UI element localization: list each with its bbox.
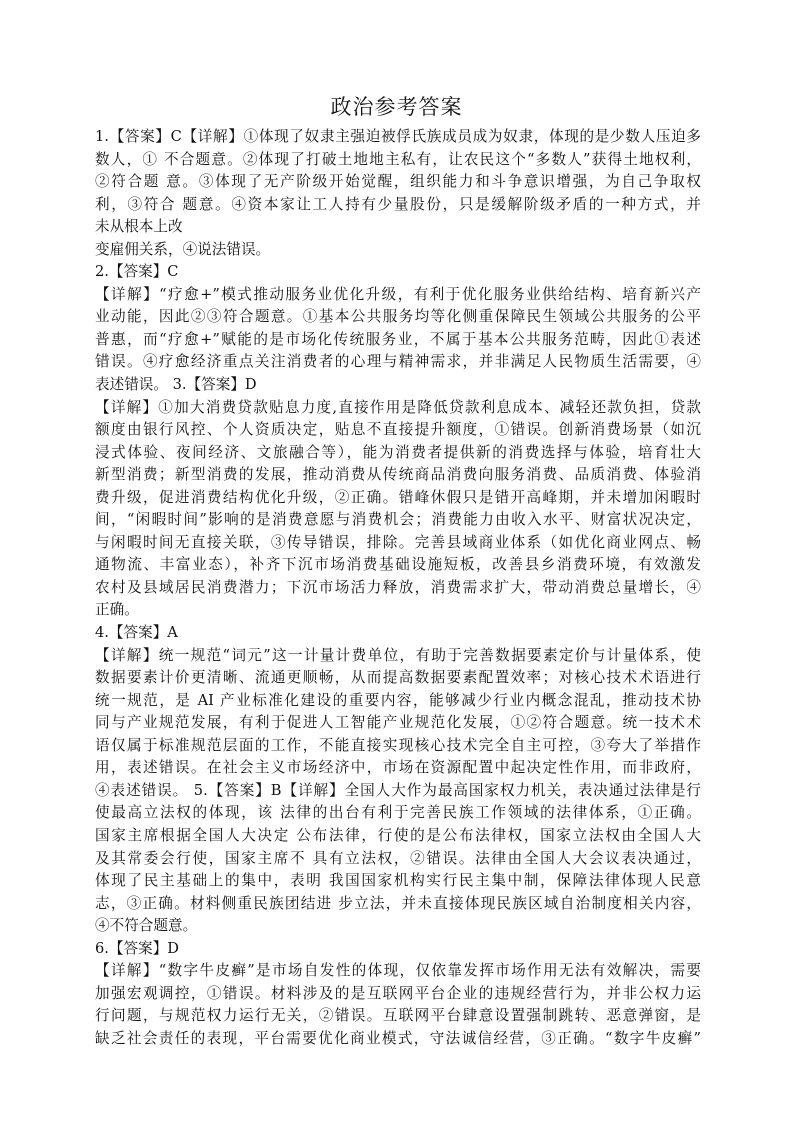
text-line: 变雇佣关系，④说法错误。 <box>95 240 271 258</box>
text-line: 与闲暇时间无直接关联，③传导错误，排除。完善县域商业体系（如优化商业网点、畅 <box>95 533 701 551</box>
text-line: 间，“闲暇时间”影响的是消费意愿与消费机会；消费能力由收入水平、财富状况决定， <box>95 511 701 529</box>
text-line: 使最高立法权的体现，该 法律的出台有利于完善民族工作领域的法律体系，①正确。 <box>95 804 701 822</box>
text-line: 额度由银行风控、个人资质决定，贴息不直接提升额度，①错误。创新消费场景（如沉 <box>95 421 701 439</box>
text-line: 【详解】统一规范“词元”这一计量计费单位，有助于完善数据要素定价与计量体系，使 <box>95 646 701 664</box>
text-line: 数据要素计价更清晰、流通更顺畅，从而提高数据要素配置效率；对核心技术术语进行 <box>95 669 701 687</box>
text-line: 行问题，与规范权力运行无关，②错误。互联网平台肆意设置强制跳转、恶意弹窗，是 <box>95 1007 701 1025</box>
text-line: 浸式体验、夜间经济、文旅融合等），能为消费者提供新的消费选择与体验，培育壮大 <box>95 443 701 461</box>
text-line: 【详解】“疗愈+”模式推动服务业优化升级，有利于优化服务业供给结构、培育新兴产 <box>95 285 701 303</box>
text-line: ②符合题 意。③体现了无产阶级开始觉醒，组织能力和斗争意识增强，为自己争取权 <box>95 173 701 191</box>
text-line: 新型消费；新型消费的发展，推动消费从传统商品消费向服务消费、品质消费、体验消 <box>95 466 701 484</box>
text-line: 4.【答案】A <box>95 624 178 642</box>
text-line: 体现了民主基础上的集中，表明 我国国家机构实行民主集中制，保障法律体现人民意 <box>95 872 701 890</box>
text-line: 利，③符合 题意。④资本家让工人持有少量股份，只是缓解阶级矛盾的一种方式，并 <box>95 195 701 213</box>
text-line: 【详解】“数字牛皮癣”是市场自发性的体现，仅依靠发挥市场作用无法有效解决，需要 <box>95 962 701 980</box>
text-line: 数人，① 不合题意。②体现了打破土地地主私有，让农民这个“多数人”获得土地权利， <box>95 150 701 168</box>
text-line: 2.【答案】C <box>95 263 179 281</box>
text-line: ④表述错误。 5.【答案】B【详解】全国人大作为最高国家权力机关，表决通过法律是行 <box>95 781 701 799</box>
text-line: ④不符合题意。 <box>95 917 198 935</box>
text-line: 错误。④疗愈经济重点关注消费者的心理与精神需求，并非满足人民物质生活需要，④ <box>95 353 701 371</box>
text-line: 业动能，因此②③符合题意。①基本公共服务均等化侧重保障民生领域公共服务的公平 <box>95 308 701 326</box>
text-line: 同与产业规范发展，有利于促进人工智能产业规范化发展，①②符合题意。统一技术术 <box>95 714 701 732</box>
text-line: 统一规范，是 AI 产业标准化建设的重要内容，能够减少行业内概念混乱，推动技术协 <box>95 691 701 709</box>
text-line: 表述错误。 3.【答案】D <box>95 376 257 394</box>
text-line: 1.【答案】C【详解】①体现了奴隶主强迫被俘氏族成员成为奴隶，体现的是少数人压迫多 <box>95 128 701 145</box>
text-line: 国家主席根据全国人大决定 公布法律，行使的是公布法律权，国家立法权由全国人大 <box>95 826 701 844</box>
text-line: 通物流、丰富业态），补齐下沉市场消费基础设施短板，改善县乡消费环境，有效激发 <box>95 556 701 574</box>
text-line: 语仅属于标准规范层面的工作，不能直接实现核心技术完全自主可控，③夸大了举措作 <box>95 736 701 754</box>
page-title: 政治参考答案 <box>330 95 463 119</box>
answer-text-body <box>95 126 701 1050</box>
text-line: 及其常委会行使，国家主席不 具有立法权，②错误。法律由全国人大会议表决通过， <box>95 849 701 867</box>
text-line: 志，③正确。材料侧重民族团结进 步立法，并未直接体现民族区域自治制度相关内容， <box>95 894 701 912</box>
text-line: 费升级，促进消费结构优化升级，②正确。错峰休假只是错开高峰期，并未增加闲暇时 <box>95 488 701 506</box>
text-line: 6.【答案】D <box>95 939 179 957</box>
text-line: 缺乏社会责任的表现，平台需要优化商业模式，守法诚信经营，③正确。“数字牛皮癣” <box>95 1029 701 1047</box>
text-line: 用，表述错误。在社会主义市场经济中，市场在资源配置中起决定性作用，而非政府， <box>95 759 701 777</box>
text-line: 未从根本上改 <box>95 218 183 236</box>
text-line: 【详解】①加大消费贷款贴息力度,直接作用是降低贷款利息成本、减轻还款负担，贷款 <box>95 398 701 416</box>
text-line: 正确。 <box>95 601 139 619</box>
text-line: 普惠，而“疗愈+”赋能的是市场化传统服务业，不属于基本公共服务范畴，因此①表述 <box>95 330 701 348</box>
text-line: 加强宏观调控，①错误。材料涉及的是互联网平台企业的违规经营行为，并非公权力运 <box>95 984 701 1002</box>
text-line: 农村及县域居民消费潜力；下沉市场活力释放，消费需求扩大，带动消费总量增长，④ <box>95 578 701 596</box>
